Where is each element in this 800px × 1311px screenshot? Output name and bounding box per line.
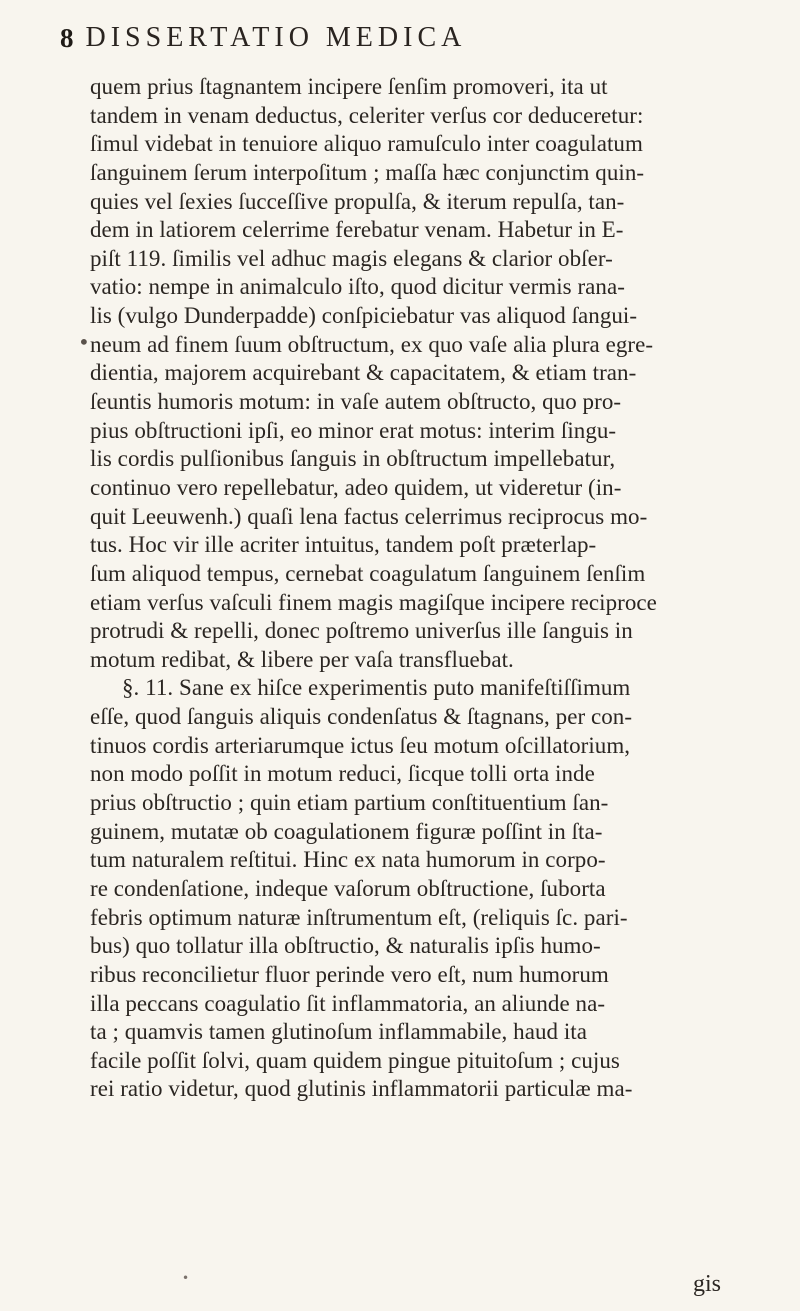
- text-line-30: febris optimum naturæ inſtrumentum eſt, (reliquis ſc. pari-: [90, 904, 628, 930]
- text-line-26: prius obſtructio ; quin etiam partium conſtituentium ſan-: [90, 790, 609, 816]
- text-line-31: bus) quo tollatur illa obſtructio, & naturalis ipſis humo-: [90, 933, 601, 959]
- text-line-18: ſum aliquod tempus, cernebat coagulatum ſanguinem ſenſim: [90, 560, 646, 586]
- text-line-10: neum ad finem ſuum obſtructum, ex quo vaſe alia plura egre-: [90, 331, 654, 357]
- text-line-36: rei ratio videtur, quod glutinis inflammatorii particulæ ma-: [90, 1076, 633, 1102]
- text-line-15: continuo vero repellebatur, adeo quidem, ut videretur (in-: [90, 474, 622, 500]
- text-line-29: re condenſatione, indeque vaſorum obſtructione, ſuborta: [90, 875, 606, 901]
- catchword: gis: [693, 1271, 722, 1297]
- text-line-21: motum redibat, & libere per vaſa transfluebat.: [90, 646, 514, 672]
- text-line-9: lis (vulgo Dunderpadde) conſpiciebatur vas aliquod ſangui-: [90, 303, 638, 329]
- text-line-4: ſanguinem ſerum interpoſitum ; maſſa hæc conjunctim quin-: [90, 159, 645, 185]
- faint-page-mark: •: [182, 1271, 190, 1285]
- text-line-6: dem in latiorem celerrime ferebatur venam. Habetur in E-: [90, 217, 624, 243]
- text-line-20: protrudi & repelli, donec poſtremo univerſus ille ſanguis in: [90, 618, 633, 644]
- text-line-11: dientia, majorem acquirebant & capacitatem, & etiam tran-: [90, 360, 637, 386]
- text-line-5: quies vel ſexies ſucceſſive propulſa, & iterum repulſa, tan-: [90, 188, 625, 214]
- text-line-12: ſeuntis humoris motum: in vaſe autem obſtructo, quo pro-: [90, 389, 622, 415]
- text-line-32: ribus reconcilietur fluor perinde vero eſt, num humorum: [90, 961, 609, 987]
- text-line-34: ta ; quamvis tamen glutinoſum inflammabile, haud ita: [90, 1019, 587, 1045]
- text-line-28: tum naturalem reſtitui. Hinc ex nata humorum in corpo-: [90, 847, 606, 873]
- text-line-1: quem prius ſtagnantem incipere ſenſim promoveri, ita ut: [90, 74, 608, 99]
- page-number: 8: [60, 23, 74, 53]
- body-text: [90, 73, 730, 1104]
- text-line-25: non modo poſſit in motum reduci, ſicque tolli orta inde: [90, 761, 595, 787]
- text-line-17: tus. Hoc vir ille acriter intuitus, tandem poſt præterlap-: [90, 532, 597, 558]
- margin-bullet: •: [78, 330, 90, 354]
- text-line-13: pius obſtructioni ipſi, eo minor erat motus: interim ſingu-: [90, 417, 617, 443]
- text-line-35: facile poſſit ſolvi, quam quidem pingue pituitoſum ; cujus: [90, 1047, 620, 1073]
- text-line-7: piſt 119. ſimilis vel adhuc magis elegans & clarior obſer-: [90, 245, 613, 271]
- text-line-24: tinuos cordis arteriarumque ictus ſeu motum oſcillatorium,: [90, 732, 631, 758]
- text-line-14: lis cordis pulſionibus ſanguis in obſtructum impellebatur,: [90, 446, 616, 472]
- text-line-3: ſimul videbat in tenuiore aliquo ramuſculo inter coagulatum: [90, 131, 643, 157]
- page-header: [60, 18, 720, 52]
- text-line-33: illa peccans coagulatio ſit inflammatoria, an aliunde na-: [90, 990, 606, 1016]
- text-line-23: eſſe, quod ſanguis aliquis condenſatus & ſtagnans, per con-: [90, 704, 633, 730]
- text-line-27: guinem, mutatæ ob coagulationem figuræ poſſint in ſta-: [90, 818, 603, 844]
- text-line-16: quit Leeuwenh.) quaſi lena factus celerrimus reciprocus mo-: [90, 503, 648, 529]
- running-title: DISSERTATIO MEDICA: [85, 22, 467, 53]
- text-line-8: vatio: nempe in animalculo iſto, quod dicitur vermis rana-: [90, 274, 625, 300]
- text-line-19: etiam verſus vaſculi finem magis magiſque incipere reciproce: [90, 589, 657, 615]
- text-line-2: tandem in venam deductus, celeriter verſus cor deduceretur:: [90, 102, 644, 128]
- section-heading-line: §. 11. Sane ex hiſce experimentis puto manifeſtiſſimum: [122, 675, 631, 701]
